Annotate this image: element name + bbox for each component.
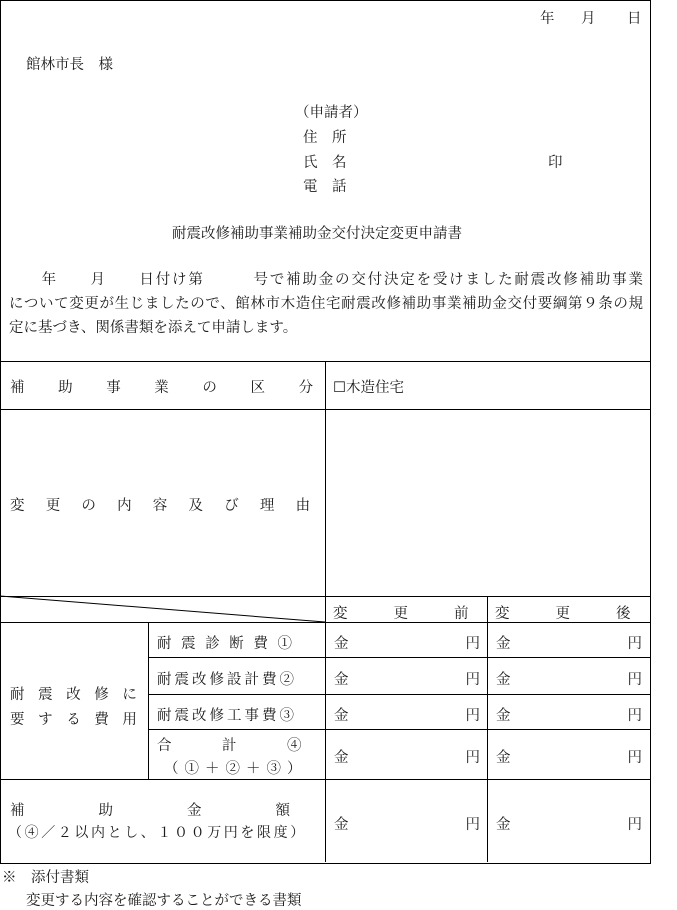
amount-before-construction[interactable]: [334, 704, 480, 725]
yen-unit: 円: [627, 708, 642, 724]
category-label: [10, 376, 347, 397]
cost-group-label-line1: 耐震改修に: [10, 687, 151, 703]
row-label-construction-cost: 耐震改修工事費③: [157, 708, 297, 724]
yen-prefix: 金: [334, 750, 349, 766]
amount-after-construction[interactable]: [496, 704, 642, 725]
amount-after-diagnosis[interactable]: [496, 632, 642, 653]
name-label: 氏 名: [303, 155, 347, 171]
amount-before-subsidy[interactable]: [334, 813, 480, 834]
col-header-after: 変更後: [495, 606, 677, 622]
amount-after-design[interactable]: [496, 668, 642, 689]
yen-unit: 円: [627, 817, 642, 833]
yen-unit: 円: [465, 672, 480, 688]
change-reason-label: [10, 494, 332, 515]
yen-prefix: 金: [334, 636, 349, 652]
rule-row-2: [148, 694, 651, 695]
body-paragraph: [9, 268, 643, 340]
attachments-heading: ※ 添付書類: [2, 870, 89, 886]
phone-label: 電 話: [303, 179, 347, 195]
yen-unit: 円: [465, 817, 480, 833]
seal-mark: 印: [548, 155, 563, 171]
document-title: 耐震改修補助事業補助金交付決定変更申請書: [172, 226, 462, 242]
address-label: 住 所: [303, 130, 347, 146]
yen-unit: 円: [465, 750, 480, 766]
category-label-text: 補助事業の区分: [10, 380, 347, 396]
amount-before-design[interactable]: [334, 668, 480, 689]
row-label-design-cost: 耐震改修設計費②: [157, 672, 297, 688]
yen-prefix: 金: [334, 708, 349, 724]
yen-unit: 円: [465, 708, 480, 724]
body-line-1: 年 月 日付け第 号で補助金の交付決定を受けました耐震改修補助事業: [9, 272, 643, 288]
diagonal-line: [0, 596, 325, 622]
yen-prefix: 金: [496, 672, 511, 688]
yen-prefix: 金: [496, 750, 511, 766]
subsidy-label: 補助金額: [10, 803, 364, 819]
yen-unit: 円: [465, 636, 480, 652]
yen-unit: 円: [627, 750, 642, 766]
body-line-3: 定に基づき、関係書類を添えて申請します。: [9, 320, 298, 336]
row-label-diagnosis-cost: 耐震診断費①: [157, 636, 302, 652]
body-line-2: について変更が生じましたので、館林市木造住宅耐震改修補助事業補助金交付要綱第９条の規: [9, 296, 643, 312]
rule-row-3: [148, 729, 651, 730]
subsidy-note: （④／２以内とし、１００万円を限度）: [8, 825, 307, 841]
row-label-total: 合 計 ④: [157, 738, 320, 754]
col-header-before: 変更前: [333, 606, 515, 622]
header-diagonal: [0, 596, 326, 623]
rule-row-1: [148, 657, 651, 658]
attachments-item: 変更する内容を確認することができる書類: [26, 893, 302, 909]
amount-before-diagnosis[interactable]: [334, 632, 480, 653]
amount-after-subsidy[interactable]: [496, 813, 642, 834]
addressee: 館林市長 様: [26, 57, 113, 73]
amount-after-total[interactable]: [496, 746, 642, 767]
cost-group-label-line2: 要する費用: [10, 712, 151, 728]
change-reason-label-text: 変更の内容及び理由: [10, 498, 332, 514]
yen-prefix: 金: [334, 817, 349, 833]
category-checkbox-wooden-house[interactable]: ☐木造住宅: [333, 380, 404, 396]
amount-before-total[interactable]: [334, 746, 480, 767]
change-reason-field[interactable]: [327, 411, 649, 595]
applicant-heading: （申請者）: [295, 105, 368, 121]
yen-prefix: 金: [334, 672, 349, 688]
date-month: 月: [581, 11, 596, 27]
date-day: 日: [627, 11, 642, 27]
yen-unit: 円: [627, 672, 642, 688]
col-divider-before-after: [487, 596, 488, 862]
yen-prefix: 金: [496, 817, 511, 833]
yen-prefix: 金: [496, 708, 511, 724]
yen-prefix: 金: [496, 636, 511, 652]
row-label-total-formula: （①＋②＋③）: [164, 761, 308, 777]
date-year: 年: [540, 11, 555, 27]
yen-unit: 円: [627, 636, 642, 652]
